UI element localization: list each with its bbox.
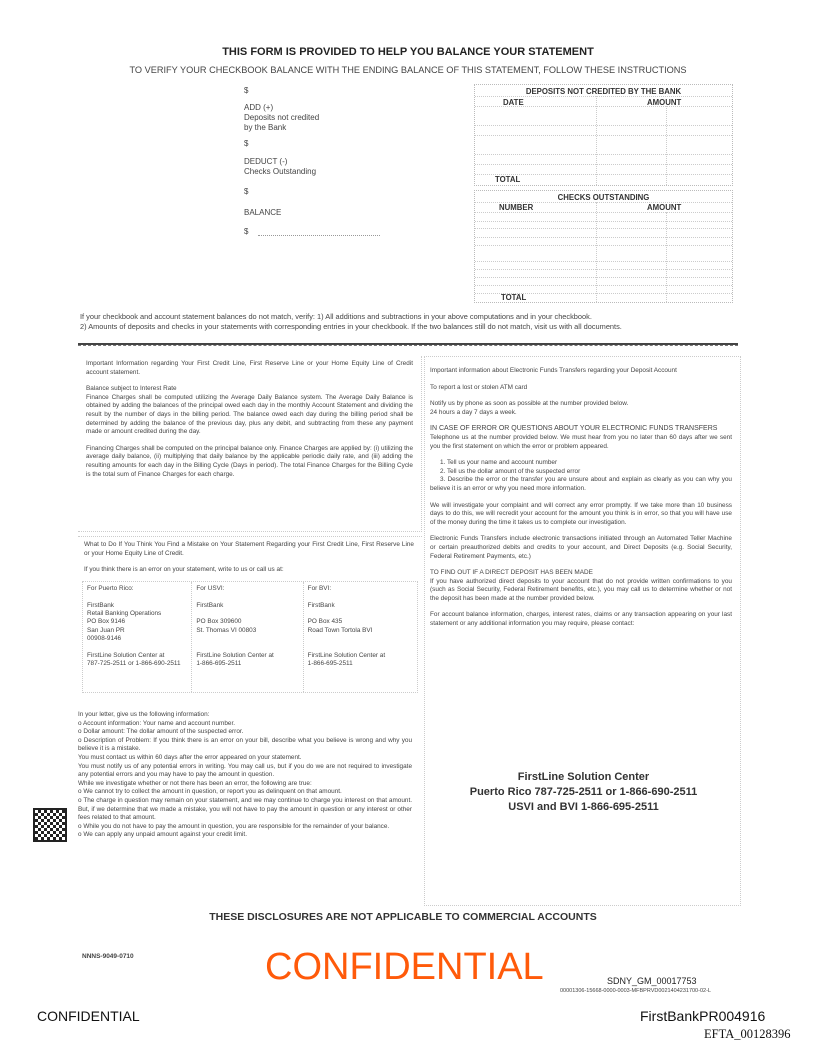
address-usvi <box>192 582 303 692</box>
text-line: PO Box 435 <box>307 618 343 626</box>
sdny-number: SDNY_GM_00017753 <box>607 976 697 986</box>
commercial-disclaimer: THESE DISCLOSURES ARE NOT APPLICABLE TO COMMERCIAL ACCOUNTS <box>209 911 597 923</box>
pr-phone: 787-725-2511 or 1-866-690-2511 <box>87 660 181 668</box>
address-table <box>82 581 418 693</box>
address-bvi <box>304 582 417 692</box>
deposits-table-title: DEPOSITS NOT CREDITED BY THE BANK <box>525 87 682 96</box>
subtotal-dollar: $ <box>244 139 249 148</box>
deduct-label: DEDUCT (-) <box>244 157 288 166</box>
eft-step: 3. Describe the error or the transfer you are unsure about and explain as clearly as you can why you believe it is an error or why you need more information. <box>430 476 732 492</box>
deduct-desc: Checks Outstanding <box>244 167 317 176</box>
text-line: FirstLine Solution Center at <box>307 651 386 659</box>
eft-case-text: Telephone us at the number provided below. We must hear from you no later than 60 days after we sent you the first statement on which the error or problem appeared. <box>430 433 732 450</box>
solution-center-name: FirstLine Solution Center <box>517 771 650 783</box>
form-title: THIS FORM IS PROVIDED TO HELP YOU BALANCE YOUR STATEMENT <box>222 46 594 58</box>
text-line: FirstBank <box>307 601 335 609</box>
eft-contact: For account balance information, charges, interest rates, claims or any transaction appearing on your last statement or any additional information you may require, please contact: <box>430 611 732 628</box>
eft-heading: Important information about Electronic Funds Transfers regarding your Deposit Account <box>430 367 677 374</box>
eft-notify: Notify us by phone as soon as possible at the number provided below. <box>430 400 629 408</box>
eft-lost-card: To report a lost or stolen ATM card <box>430 383 528 391</box>
bates-number: FirstBankPR004916 <box>640 1008 766 1024</box>
add-desc-2: by the Bank <box>244 123 287 132</box>
text-line: For Puerto Rico: <box>87 584 134 592</box>
text-line: FirstBank <box>87 601 114 609</box>
text-line: Road Town Tortola BVI <box>307 626 373 634</box>
solution-center <box>425 770 742 815</box>
credit-info-sub: Balance subject to Interest Rate <box>86 385 177 393</box>
text-line: Retail Banking Operations <box>87 609 162 617</box>
text-line: 00908-9146 <box>87 635 122 643</box>
confidential-stamp: CONFIDENTIAL <box>265 946 544 988</box>
deposits-table <box>474 84 733 186</box>
eft-case-heading: IN CASE OF ERROR OR QUESTIONS ABOUT YOUR ELECTRONIC FUNDS TRANSFERS <box>430 425 718 433</box>
eft-dd-heading: TO FIND OUT IF A DIRECT DEPOSIT HAS BEEN MADE <box>430 569 593 577</box>
text-line: While we investigate whether or not there has been an error, the following are true: <box>78 779 312 787</box>
confidential-label: CONFIDENTIAL <box>37 1008 140 1024</box>
text-line: o Account information: Your name and account number. <box>78 719 236 727</box>
balance-dollar: $ <box>244 227 249 236</box>
text-line: FirstLine Solution Center at <box>87 652 165 659</box>
starting-balance-dollar: $ <box>244 86 249 95</box>
form-subtitle: TO VERIFY YOUR CHECKBOOK BALANCE WITH THE ENDING BALANCE OF THIS STATEMENT, FOLLOW THESE INSTRUCTIONS <box>129 65 687 75</box>
form-code: NNNS-9049-0710 <box>82 953 134 960</box>
credit-info-p1: Finance Charges shall be computed utilizing the Average Daily Balance system. The Average Daily Balance is obtained by adding the balances of the principal owed each day in the monthly Account Statement and dividing the result by the number of days in the billing period. The balance owed each day during the billing period shall be determined by adding the balance of the previous day, plus any debit, and subtracting from these any payment made or amount credited during the day. <box>86 393 413 436</box>
eft-step: 2. Tell us the dollar amount of the suspected error <box>440 467 581 475</box>
eft-step: 1. Tell us your name and account number <box>440 459 558 467</box>
credit-info-heading: Important Information regarding Your First Credit Line, First Reserve Line or your Home Equity Line of Credit account statement. <box>86 360 413 376</box>
eft-definition: Electronic Funds Transfers include electronic transactions initiated through an Automated Teller Machine or certain preauthorized debits and credits to your account, and Direct Deposits (e.g. Social Security, Federal Retirement Payments, etc.) <box>430 535 732 560</box>
solution-center-pr-phone: Puerto Rico 787-725-2511 or 1-866-690-2511 <box>469 786 698 798</box>
checks-amount-header: AMOUNT <box>647 203 682 212</box>
text-line: o We cannot try to collect the amount in question, or report you as delinquent on that amount. <box>78 788 342 796</box>
text-line: You must contact us within 60 days after the error appeared on your statement. <box>78 753 302 761</box>
balance-label: BALANCE <box>244 208 282 217</box>
credit-info-box <box>78 356 422 532</box>
text-line: o While you do not have to pay the amount in question, you are responsible for the remainder of your balance. <box>78 822 390 830</box>
qr-code-icon <box>33 808 67 842</box>
date-header: DATE <box>503 98 524 107</box>
mistake-heading: What to Do If You Think You Find a Mistake on Your Statement Regarding your First Credit Line, First Reserve Line or your Home Equity Line of Credit. <box>84 541 414 557</box>
text-line: o Dollar amount: The dollar amount of the suspected error. <box>78 728 244 736</box>
note-line-2: 2) Amounts of deposits and checks in your statements with corresponding entries in your checkbook. If the two balances still do not match, visit us with all documents. <box>80 322 622 331</box>
bvi-phone: 1-866-695-2511 <box>307 660 353 668</box>
add-label: ADD (+) <box>244 103 274 112</box>
checks-table-title: CHECKS OUTSTANDING <box>557 193 650 202</box>
add-desc: Deposits not credited <box>244 113 320 122</box>
eft-box <box>424 356 741 906</box>
note-line-1: If your checkbook and account statement balances do not match, verify: 1) All additions and subtractions in your above computations and in your checkbook. <box>80 312 592 321</box>
text-line: PO Box 309600 <box>196 618 242 626</box>
deposits-total-label: TOTAL <box>495 175 521 184</box>
credit-info-p2: Financing Charges shall be computed on the principal balance only. Finance Charges are applied by: (i) utilizing the average daily balance, (ii) multiplying that daily balance by the applicable periodic daily rate, and (iii) adding the resulting amounts for each day in the Billing Cycle (Days in period). The total Finance Charges for the Billing Cycle is the total sum of Finance Charges for each charge. <box>86 444 413 478</box>
eft-hours: 24 hours a day 7 days a week. <box>430 408 517 416</box>
eft-investigate: We will investigate your complaint and will correct any error promptly. If we take more than 10 business days to do this, we will recredit your account for the amount you think is in error, so that you will have use of the money during the time it takes us to complete our investigation. <box>430 501 732 526</box>
eft-dd-text: If you have authorized direct deposits to your account that do not provide written confirmations to you (such as Social Security, Federal Retirement benefits, etc.), you may call us to determine whether or not the deposit has been made at the number provided below. <box>430 577 732 602</box>
section-divider <box>78 343 738 346</box>
usvi-phone: 1-866-695-2511 <box>196 660 242 668</box>
text-line: St. Thomas VI 00803 <box>196 626 257 634</box>
text-line: o Description of Problem: If you think there is an error on your bill, describe what you believe is wrong and why you believe it is a mistake. <box>78 736 412 753</box>
solution-center-usvi-phone: USVI and BVI 1-866-695-2511 <box>508 801 659 813</box>
number-header: NUMBER <box>499 203 534 212</box>
letter-instructions <box>78 711 412 840</box>
text-line: FirstBank <box>196 601 224 609</box>
balance-input-line[interactable] <box>258 235 380 236</box>
text-line: o We can apply any unpaid amount against your credit limit. <box>78 831 247 839</box>
text-line: o The charge in question may remain on your statement, and we may continue to charge you interest on that amount. But, if we determine that we made a mistake, you will not have to pay the amount in question or any interest or other fees related to that amount. <box>78 796 412 822</box>
text-line: For USVI: <box>196 584 225 592</box>
mistake-box <box>78 536 422 698</box>
efta-number: EFTA_00128396 <box>704 1027 791 1041</box>
document-code: 00001306-15668-0000-0003-MFBPRVD0021404231700-02-L <box>560 988 711 994</box>
checks-total-label: TOTAL <box>501 293 527 302</box>
text-line: San Juan PR <box>87 626 125 634</box>
text-line: In your letter, give us the following information: <box>78 711 210 718</box>
subtotal-2-dollar: $ <box>244 187 249 196</box>
mistake-intro: If you think there is an error on your statement, write to us or call us at: <box>84 566 284 574</box>
address-puerto-rico <box>83 582 192 692</box>
text-line: You must notify us of any potential errors in writing. You may call us, but if you do we are not required to investigate any potential errors and you may have to pay the amount in question. <box>78 762 412 779</box>
amount-header: AMOUNT <box>647 98 682 107</box>
text-line: PO Box 9146 <box>87 618 126 626</box>
text-line: FirstLine Solution Center at <box>196 651 274 659</box>
text-line: For BVI: <box>307 584 332 592</box>
checks-table <box>474 190 733 303</box>
